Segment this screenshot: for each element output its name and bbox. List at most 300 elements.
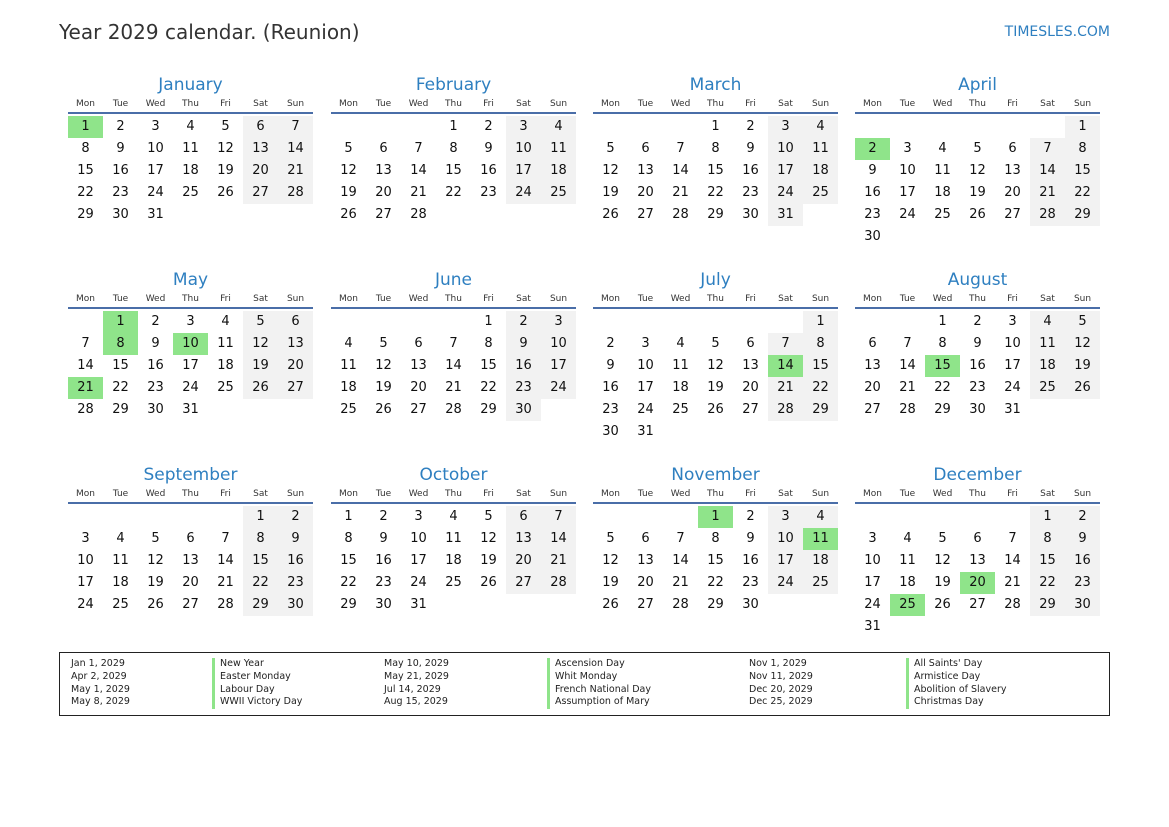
holiday-date: May 10, 2029 xyxy=(384,658,449,669)
month-december xyxy=(855,464,1100,638)
day-cell: 9 xyxy=(746,141,755,156)
day-cell: 5 xyxy=(938,531,947,546)
day-cell: 12 xyxy=(147,553,164,568)
day-cell: 29 xyxy=(707,207,724,222)
day-cell: 22 xyxy=(112,380,129,395)
day-cell: 24 xyxy=(637,402,654,417)
day-cell: 9 xyxy=(278,528,313,550)
page-title: Year 2029 calendar. (Reunion) xyxy=(59,20,360,44)
weekday-label: Sat xyxy=(253,489,268,499)
empty-cell xyxy=(960,116,995,138)
day-cell: 16 xyxy=(864,185,881,200)
weekday-label: Tue xyxy=(375,294,392,304)
day-cell: 11 xyxy=(217,336,234,351)
day-cell: 7 xyxy=(221,531,230,546)
day-cell: 18 xyxy=(217,358,234,373)
holiday-date: Apr 2, 2029 xyxy=(71,670,127,682)
holiday-name: All Saints' Day xyxy=(906,658,1007,671)
empty-cell xyxy=(401,116,436,138)
day-cell: 19 xyxy=(934,575,951,590)
holiday-date: Nov 11, 2029 xyxy=(749,670,813,682)
day-cell: 29 xyxy=(77,207,94,222)
day-cell: 13 xyxy=(243,138,278,160)
day-cell: 14 xyxy=(1004,553,1021,568)
day-cell: 7 xyxy=(81,336,90,351)
month-title: July xyxy=(700,270,731,290)
day-cell: 12 xyxy=(934,553,951,568)
day-cell: 1 xyxy=(484,314,493,329)
empty-cell xyxy=(663,116,698,138)
weekday-label: Tue xyxy=(112,99,129,109)
day-cell: 28 xyxy=(1004,597,1021,612)
day-cell: 9 xyxy=(151,336,160,351)
day-cell: 17 xyxy=(541,355,576,377)
weekday-label: Wed xyxy=(145,489,166,499)
day-cell: 24 xyxy=(768,182,803,204)
day-cell: 27 xyxy=(969,597,986,612)
weekday-label: Thu xyxy=(707,489,724,499)
day-cell: 13 xyxy=(637,553,654,568)
empty-cell xyxy=(960,506,995,528)
day-cell: 17 xyxy=(637,380,654,395)
day-cell: 4 xyxy=(116,531,125,546)
month-title: September xyxy=(143,465,238,485)
day-cell: 26 xyxy=(375,402,392,417)
day-cell: 25 xyxy=(182,185,199,200)
weekday-label: Fri xyxy=(220,489,231,499)
day-cell: 26 xyxy=(147,597,164,612)
weekday-label: Mon xyxy=(863,99,882,109)
day-cell: 28 xyxy=(445,402,462,417)
day-cell: 27 xyxy=(637,207,654,222)
day-cell: 23 xyxy=(506,377,541,399)
weekday-label: Thu xyxy=(969,489,986,499)
day-cell: 20 xyxy=(742,380,759,395)
day-cell: 30 xyxy=(147,402,164,417)
day-cell: 18 xyxy=(182,163,199,178)
day-cell: 31 xyxy=(182,402,199,417)
day-cell: 13 xyxy=(410,358,427,373)
day-cell: 21 xyxy=(410,185,427,200)
day-cell: 15 xyxy=(445,163,462,178)
day-grid xyxy=(855,506,1100,638)
weekday-label: Wed xyxy=(408,99,429,109)
day-cell: 20 xyxy=(864,380,881,395)
day-cell: 3 xyxy=(903,141,912,156)
empty-cell xyxy=(698,311,733,333)
day-cell: 12 xyxy=(340,163,357,178)
holiday-day-cell: 25 xyxy=(890,594,925,616)
holiday-name: New Year xyxy=(212,658,302,671)
day-cell: 5 xyxy=(243,311,278,333)
weekday-label: Sat xyxy=(516,99,531,109)
day-cell: 17 xyxy=(506,160,541,182)
holiday-names-column xyxy=(547,658,651,709)
weekday-label: Tue xyxy=(375,99,392,109)
day-cell: 29 xyxy=(1030,594,1065,616)
weekday-label: Wed xyxy=(670,294,691,304)
weekday-label: Wed xyxy=(145,294,166,304)
holiday-date: May 8, 2029 xyxy=(71,696,130,708)
day-cell: 11 xyxy=(934,163,951,178)
day-cell: 10 xyxy=(506,138,541,160)
weekday-label: Fri xyxy=(483,294,494,304)
day-cell: 26 xyxy=(217,185,234,200)
day-cell: 19 xyxy=(217,163,234,178)
day-cell: 13 xyxy=(1004,163,1021,178)
day-cell: 24 xyxy=(182,380,199,395)
day-cell: 17 xyxy=(77,575,94,590)
day-cell: 2 xyxy=(746,509,755,524)
day-cell: 26 xyxy=(340,207,357,222)
empty-cell xyxy=(436,311,471,333)
day-cell: 22 xyxy=(803,377,838,399)
weekday-label: Sun xyxy=(549,99,568,109)
day-cell: 30 xyxy=(742,597,759,612)
day-cell: 10 xyxy=(77,553,94,568)
weekday-label: Tue xyxy=(637,294,654,304)
day-cell: 23 xyxy=(864,207,881,222)
day-cell: 27 xyxy=(742,402,759,417)
day-cell: 22 xyxy=(1030,572,1065,594)
day-cell: 21 xyxy=(1004,575,1021,590)
day-cell: 4 xyxy=(676,336,685,351)
empty-cell xyxy=(890,116,925,138)
day-cell: 10 xyxy=(1004,336,1021,351)
empty-cell xyxy=(628,311,663,333)
month-september xyxy=(68,464,313,616)
day-cell: 1 xyxy=(938,314,947,329)
day-cell: 4 xyxy=(938,141,947,156)
day-cell: 21 xyxy=(541,550,576,572)
day-cell: 25 xyxy=(217,380,234,395)
day-cell: 18 xyxy=(934,185,951,200)
day-cell: 18 xyxy=(340,380,357,395)
day-cell: 22 xyxy=(934,380,951,395)
day-cell: 17 xyxy=(768,160,803,182)
weekday-label: Mon xyxy=(601,99,620,109)
day-cell: 11 xyxy=(340,358,357,373)
weekday-label: Mon xyxy=(339,294,358,304)
weekday-label: Thu xyxy=(969,99,986,109)
day-cell: 5 xyxy=(221,119,230,134)
day-cell: 24 xyxy=(147,185,164,200)
empty-cell xyxy=(995,116,1030,138)
day-cell: 17 xyxy=(182,358,199,373)
day-cell: 1 xyxy=(803,311,838,333)
day-cell: 22 xyxy=(707,185,724,200)
holiday-name: WWII Victory Day xyxy=(212,696,302,709)
day-cell: 2 xyxy=(484,119,493,134)
weekday-label: Thu xyxy=(445,294,462,304)
weekday-header xyxy=(331,293,576,309)
day-cell: 26 xyxy=(243,377,278,399)
holiday-day-cell: 15 xyxy=(925,355,960,377)
holiday-day-cell: 14 xyxy=(768,355,803,377)
day-cell: 18 xyxy=(672,380,689,395)
day-cell: 16 xyxy=(480,163,497,178)
day-cell: 11 xyxy=(803,138,838,160)
day-cell: 4 xyxy=(541,116,576,138)
day-cell: 20 xyxy=(375,185,392,200)
day-cell: 24 xyxy=(864,597,881,612)
month-title: April xyxy=(958,75,997,95)
day-cell: 14 xyxy=(672,163,689,178)
day-cell: 29 xyxy=(1065,204,1100,226)
holiday-date: Jul 14, 2029 xyxy=(384,683,441,695)
day-cell: 6 xyxy=(641,531,650,546)
day-cell: 5 xyxy=(484,509,493,524)
day-cell: 2 xyxy=(506,311,541,333)
day-cell: 31 xyxy=(410,597,427,612)
day-cell: 8 xyxy=(344,531,353,546)
day-cell: 21 xyxy=(445,380,462,395)
day-cell: 16 xyxy=(147,358,164,373)
day-cell: 31 xyxy=(147,207,164,222)
day-cell: 15 xyxy=(243,550,278,572)
day-cell: 27 xyxy=(506,572,541,594)
weekday-header xyxy=(593,98,838,114)
day-cell: 6 xyxy=(414,336,423,351)
day-grid xyxy=(68,311,313,421)
day-cell: 31 xyxy=(637,424,654,439)
holiday-date: Jan 1, 2029 xyxy=(71,658,125,669)
site-link[interactable]: TIMESLES.COM xyxy=(1004,24,1110,40)
day-cell: 14 xyxy=(899,358,916,373)
day-cell: 4 xyxy=(803,116,838,138)
empty-cell xyxy=(995,506,1030,528)
weekday-label: Sun xyxy=(286,99,305,109)
day-cell: 22 xyxy=(77,185,94,200)
weekday-label: Sun xyxy=(1073,99,1092,109)
day-cell: 31 xyxy=(768,204,803,226)
holiday-day-cell: 10 xyxy=(173,333,208,355)
day-cell: 9 xyxy=(973,336,982,351)
empty-cell xyxy=(663,311,698,333)
day-cell: 6 xyxy=(868,336,877,351)
empty-cell xyxy=(768,311,803,333)
month-may xyxy=(68,269,313,421)
weekday-label: Mon xyxy=(76,99,95,109)
day-cell: 14 xyxy=(77,358,94,373)
empty-cell xyxy=(366,116,401,138)
weekday-label: Wed xyxy=(932,489,953,499)
day-cell: 9 xyxy=(1065,528,1100,550)
weekday-label: Fri xyxy=(483,99,494,109)
day-cell: 6 xyxy=(379,141,388,156)
empty-cell xyxy=(593,116,628,138)
day-cell: 5 xyxy=(151,531,160,546)
day-cell: 7 xyxy=(278,116,313,138)
weekday-header xyxy=(593,488,838,504)
day-cell: 28 xyxy=(278,182,313,204)
day-cell: 23 xyxy=(375,575,392,590)
day-cell: 30 xyxy=(278,594,313,616)
month-title: December xyxy=(933,465,1022,485)
day-cell: 8 xyxy=(711,141,720,156)
weekday-label: Sun xyxy=(1073,294,1092,304)
weekday-label: Sat xyxy=(253,99,268,109)
weekday-label: Sun xyxy=(1073,489,1092,499)
weekday-label: Fri xyxy=(483,489,494,499)
day-cell: 2 xyxy=(116,119,125,134)
day-cell: 15 xyxy=(480,358,497,373)
day-cell: 16 xyxy=(506,355,541,377)
day-cell: 26 xyxy=(934,597,951,612)
empty-cell xyxy=(331,116,366,138)
empty-cell xyxy=(890,506,925,528)
holiday-name: Labour Day xyxy=(212,684,302,697)
month-title: June xyxy=(434,270,473,290)
day-cell: 3 xyxy=(641,336,650,351)
day-cell: 18 xyxy=(803,160,838,182)
month-november xyxy=(593,464,838,616)
day-cell: 25 xyxy=(541,182,576,204)
day-cell: 14 xyxy=(445,358,462,373)
day-cell: 12 xyxy=(1065,333,1100,355)
weekday-label: Thu xyxy=(707,99,724,109)
day-cell: 8 xyxy=(484,336,493,351)
day-cell: 16 xyxy=(112,163,129,178)
weekday-label: Thu xyxy=(969,294,986,304)
empty-cell xyxy=(68,506,103,528)
weekday-label: Thu xyxy=(707,294,724,304)
day-cell: 22 xyxy=(243,572,278,594)
day-cell: 27 xyxy=(864,402,881,417)
day-cell: 27 xyxy=(243,182,278,204)
weekday-label: Tue xyxy=(375,489,392,499)
day-cell: 4 xyxy=(344,336,353,351)
empty-cell xyxy=(366,311,401,333)
day-cell: 13 xyxy=(506,528,541,550)
weekday-label: Fri xyxy=(1007,99,1018,109)
day-cell: 6 xyxy=(243,116,278,138)
day-cell: 10 xyxy=(637,358,654,373)
day-cell: 23 xyxy=(147,380,164,395)
day-cell: 14 xyxy=(1030,160,1065,182)
day-cell: 4 xyxy=(221,314,230,329)
day-cell: 1 xyxy=(1065,116,1100,138)
day-cell: 4 xyxy=(1030,311,1065,333)
day-cell: 24 xyxy=(899,207,916,222)
month-title: November xyxy=(671,465,760,485)
day-cell: 25 xyxy=(934,207,951,222)
day-cell: 10 xyxy=(768,528,803,550)
weekday-label: Sat xyxy=(1040,489,1055,499)
day-cell: 14 xyxy=(672,553,689,568)
day-cell: 3 xyxy=(768,116,803,138)
day-cell: 30 xyxy=(112,207,129,222)
day-cell: 27 xyxy=(278,377,313,399)
day-cell: 8 xyxy=(81,141,90,156)
day-cell: 15 xyxy=(803,355,838,377)
weekday-label: Mon xyxy=(863,294,882,304)
empty-cell xyxy=(68,311,103,333)
day-cell: 15 xyxy=(340,553,357,568)
day-cell: 14 xyxy=(217,553,234,568)
day-cell: 28 xyxy=(899,402,916,417)
day-cell: 19 xyxy=(243,355,278,377)
day-cell: 28 xyxy=(768,399,803,421)
weekday-label: Fri xyxy=(745,294,756,304)
day-cell: 7 xyxy=(1030,138,1065,160)
holiday-name: Armistice Day xyxy=(906,671,1007,684)
day-cell: 17 xyxy=(768,550,803,572)
weekday-label: Wed xyxy=(932,99,953,109)
day-cell: 15 xyxy=(77,163,94,178)
day-cell: 13 xyxy=(742,358,759,373)
day-cell: 20 xyxy=(637,575,654,590)
weekday-header xyxy=(331,98,576,114)
holiday-date: Aug 15, 2029 xyxy=(384,696,448,708)
holiday-dates-column xyxy=(384,658,449,709)
calendar-grid xyxy=(68,74,1102,634)
day-cell: 11 xyxy=(899,553,916,568)
holiday-date: May 21, 2029 xyxy=(384,670,449,682)
day-cell: 12 xyxy=(602,163,619,178)
day-cell: 9 xyxy=(484,141,493,156)
holiday-legend xyxy=(59,652,1110,716)
day-cell: 27 xyxy=(375,207,392,222)
day-cell: 5 xyxy=(711,336,720,351)
day-cell: 10 xyxy=(768,138,803,160)
day-cell: 25 xyxy=(672,402,689,417)
day-cell: 9 xyxy=(116,141,125,156)
day-cell: 28 xyxy=(410,207,427,222)
day-cell: 13 xyxy=(375,163,392,178)
day-cell: 19 xyxy=(602,185,619,200)
day-cell: 3 xyxy=(81,531,90,546)
day-cell: 13 xyxy=(969,553,986,568)
day-cell: 2 xyxy=(151,314,160,329)
holiday-names-column xyxy=(212,658,302,709)
day-grid xyxy=(68,116,313,226)
empty-cell xyxy=(401,311,436,333)
day-cell: 30 xyxy=(506,399,541,421)
day-cell: 25 xyxy=(803,182,838,204)
weekday-header xyxy=(855,98,1100,114)
weekday-label: Sat xyxy=(253,294,268,304)
day-cell: 16 xyxy=(1065,550,1100,572)
day-cell: 26 xyxy=(480,575,497,590)
day-cell: 19 xyxy=(480,553,497,568)
day-cell: 20 xyxy=(278,355,313,377)
weekday-label: Fri xyxy=(1007,489,1018,499)
weekday-label: Mon xyxy=(339,99,358,109)
day-cell: 24 xyxy=(77,597,94,612)
weekday-label: Sat xyxy=(1040,99,1055,109)
day-cell: 15 xyxy=(112,358,129,373)
weekday-label: Sun xyxy=(549,294,568,304)
day-cell: 2 xyxy=(278,506,313,528)
day-cell: 12 xyxy=(480,531,497,546)
weekday-label: Mon xyxy=(601,294,620,304)
weekday-label: Tue xyxy=(899,489,916,499)
day-cell: 6 xyxy=(973,531,982,546)
day-cell: 11 xyxy=(1030,333,1065,355)
day-cell: 22 xyxy=(445,185,462,200)
day-cell: 6 xyxy=(506,506,541,528)
day-cell: 16 xyxy=(742,553,759,568)
day-cell: 18 xyxy=(1030,355,1065,377)
day-cell: 27 xyxy=(637,597,654,612)
day-cell: 13 xyxy=(182,553,199,568)
day-cell: 17 xyxy=(1004,358,1021,373)
weekday-label: Tue xyxy=(899,99,916,109)
day-grid xyxy=(593,506,838,616)
day-cell: 3 xyxy=(541,311,576,333)
day-cell: 15 xyxy=(1065,160,1100,182)
